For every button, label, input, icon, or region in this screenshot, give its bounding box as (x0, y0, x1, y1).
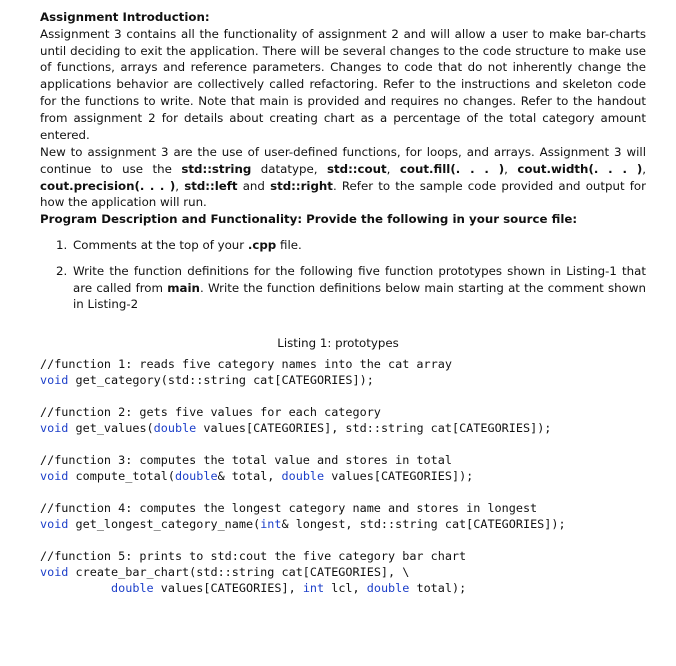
requirements-list (56, 237, 646, 313)
new-features-paragraph (40, 144, 646, 211)
code-term: std::left (184, 178, 238, 193)
program-description-heading: Program Description and Functionality: Provide the following in your source file: (40, 212, 578, 226)
code-text: values[CATEGORIES], std::string cat[CATEGORIES]); (196, 421, 552, 435)
code-keyword: int (302, 581, 325, 595)
text-run: , (504, 161, 518, 176)
text-run: , (175, 178, 185, 193)
code-comment: //function 2: gets five values for each category (40, 405, 381, 419)
intro-heading: Assignment Introduction: (40, 10, 210, 24)
code-keyword: double (153, 421, 197, 435)
code-term: std::string (181, 161, 252, 176)
code-term: .cpp (247, 238, 277, 252)
code-keyword: double (366, 581, 410, 595)
code-comment: //function 3: computes the total value and stores in total (40, 453, 452, 467)
code-text: compute_total( (68, 469, 175, 483)
new-features-section (40, 144, 646, 211)
code-listing (40, 356, 566, 596)
listing-caption: Listing 1: prototypes (277, 336, 399, 350)
intro-section (40, 9, 646, 143)
code-term: main (167, 280, 200, 295)
code-term: cout.fill(. . . ) (399, 161, 505, 176)
code-comment: //function 4: computes the longest category name and stores in longest (40, 501, 538, 515)
code-keyword: void (40, 517, 69, 531)
text-run: datatype, (251, 161, 327, 176)
code-term: cout.width(. . . ) (517, 161, 643, 176)
code-text: values[CATEGORIES], (153, 581, 303, 595)
text-run: . Refer to the sample code provided and output for how the application will run. (40, 178, 646, 210)
code-text: total); (409, 581, 467, 595)
list-item-number: 2. (56, 263, 68, 278)
intro-paragraph: Assignment 3 contains all the functionality of assignment 2 and will allow a user to make bar-charts until deciding to exit the application. There will be several changes to the code structure to make use of functions, arrays and reference parameters. Changes to code that do not inherently change the applications behavior are collectively called refactoring. Refer to the instructions and skeleton code for the functions to write. Note that main is provided and requires no changes. Refer to the handout from assignment 2 for details about creating chart as a percentage of the total category amount entered. (40, 26, 646, 142)
text-run: New to assignment 3 are the use of user-defined functions, for loops, and arrays. Assignment 3 will continue to use the (40, 145, 646, 176)
list-item (56, 263, 646, 313)
code-keyword: void (40, 421, 69, 435)
text-run: file. (276, 238, 302, 252)
code-keyword: void (40, 469, 69, 483)
code-keyword: void (40, 373, 69, 387)
code-comment: //function 1: reads five category names into the cat array (40, 357, 452, 371)
code-text: create_bar_chart(std::string cat[CATEGORIES], \ (68, 565, 410, 579)
code-keyword: double (111, 581, 154, 595)
text-run: , (386, 161, 400, 176)
code-text: & longest, std::string cat[CATEGORIES]); (281, 517, 566, 531)
code-keyword: double (281, 469, 325, 483)
code-term: cout.precision(. . . ) (40, 178, 176, 193)
list-item (56, 237, 646, 254)
text-run: and (237, 178, 271, 193)
code-term: std::cout (326, 161, 387, 176)
code-text: & total, (217, 469, 282, 483)
code-term: std::right (270, 178, 333, 193)
text-run: Comments at the top of your (73, 238, 248, 252)
code-text: get_category(std::string cat[CATEGORIES]); (68, 373, 374, 387)
code-comment: //function 5: prints to std:cout the five category bar chart (40, 549, 467, 563)
code-keyword: double (174, 469, 218, 483)
code-keyword: void (40, 565, 69, 579)
list-item-number: 1. (56, 238, 68, 252)
code-text: values[CATEGORIES]); (324, 469, 474, 483)
text-run: . Write the function definitions below main starting at the comment shown in Listing-2 (73, 280, 646, 312)
code-keyword: int (260, 517, 282, 531)
code-text: get_longest_category_name( (68, 517, 261, 531)
text-run: Write the function definitions for the following five function prototypes shown in Listing-1 that are called from (73, 263, 646, 295)
code-text: get_values( (68, 421, 154, 435)
text-run: , (642, 161, 646, 176)
code-text: lcl, (324, 581, 367, 595)
